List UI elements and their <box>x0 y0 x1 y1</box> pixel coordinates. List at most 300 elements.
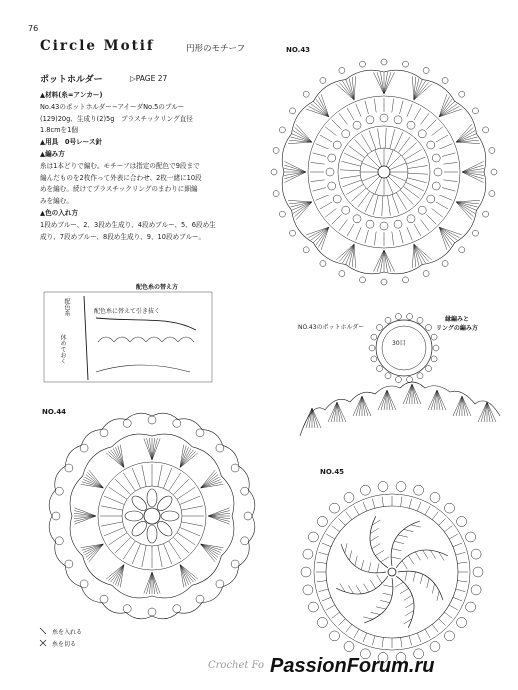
spoke-stitch <box>346 512 352 520</box>
fan-stitch <box>200 475 218 488</box>
swirl-stitch <box>402 561 407 570</box>
swirl-stitch <box>408 555 413 564</box>
spoke-stitch <box>338 518 345 525</box>
spoke-stitch <box>173 479 189 495</box>
fan-stitch <box>456 142 480 143</box>
fan-stitch <box>89 470 104 488</box>
picot-loop <box>328 182 336 190</box>
picot-loop <box>303 247 309 253</box>
picot-loop <box>445 631 455 641</box>
spoke-stitch <box>313 153 327 157</box>
spoke-stitch <box>407 157 426 164</box>
picot-loop <box>434 168 442 176</box>
working-yarn <box>84 296 88 380</box>
picot-loop <box>377 366 383 372</box>
fan-stitch <box>456 200 480 201</box>
fan-stitch <box>336 244 354 260</box>
picot-loop <box>303 549 313 559</box>
picot-loop <box>173 605 181 613</box>
plastic-ring-inner <box>382 326 426 370</box>
spoke-stitch <box>425 506 430 515</box>
picot-loop <box>385 373 391 379</box>
spoke-stitch <box>407 178 426 183</box>
picot-loop <box>360 485 370 495</box>
swirl-stitch <box>371 612 381 614</box>
picot-loop <box>459 247 465 253</box>
picot-loop <box>320 261 326 267</box>
spoke-stitch <box>316 195 329 200</box>
spoke-stitch <box>123 541 135 559</box>
spoke-stitch <box>319 589 329 592</box>
label-potholder: NO.43のポットホルダー <box>298 324 365 331</box>
picot-loop <box>431 356 437 362</box>
picot-loop <box>457 618 467 628</box>
spoke-stitch <box>158 545 162 567</box>
picot-loop <box>123 605 131 613</box>
swirl-stitch <box>405 610 414 615</box>
picot-loop <box>407 215 415 223</box>
picot-loop <box>173 419 181 427</box>
fan-stitch <box>456 202 472 220</box>
fan-stitch <box>284 165 306 172</box>
spoke-stitch <box>325 127 336 136</box>
site-logo: PassionForum.ru <box>270 655 435 677</box>
color-change-title: 配色糸の替え方 <box>136 284 179 291</box>
spoke-stitch <box>313 188 327 192</box>
swirl-stitch <box>370 580 375 589</box>
instruction-line: ▲用具 0号レース針 <box>40 138 103 147</box>
fan-stitch <box>296 202 312 220</box>
spoke-stitch <box>339 220 348 231</box>
fan-stitch <box>412 244 413 268</box>
fan-stitch <box>284 172 306 179</box>
spoke-stitch <box>457 562 467 563</box>
fan-stitch <box>311 104 329 117</box>
petal <box>161 511 179 521</box>
fan-stitch <box>462 172 484 179</box>
spoke-stitch <box>332 120 342 130</box>
picot-loop <box>473 230 479 236</box>
fan-stitch <box>414 84 432 100</box>
spoke-stitch <box>354 629 359 638</box>
spoke-stitch <box>409 636 412 646</box>
spoke-stitch <box>385 128 386 148</box>
spoke-stitch <box>363 633 367 642</box>
swirl-arm <box>398 571 443 600</box>
fan-stitch <box>313 227 329 243</box>
picot-loop <box>432 182 440 190</box>
swirl-arm <box>341 544 386 573</box>
spoke-stitch <box>343 180 362 187</box>
fan-stitch <box>288 142 312 143</box>
spoke-stitch <box>320 135 332 142</box>
motif-44-diagram <box>49 413 255 619</box>
picot-loop <box>414 485 424 495</box>
swirl-arm <box>336 576 388 594</box>
picot-loop <box>403 277 409 283</box>
spoke-stitch <box>400 230 404 244</box>
fan-stitch <box>293 131 312 143</box>
picot-loop <box>55 537 63 545</box>
edging-fan-stitch <box>331 402 337 422</box>
swirl-stitch <box>355 556 357 566</box>
picot-loop <box>279 127 285 133</box>
swirl-stitch <box>405 571 407 581</box>
spoke-stitch <box>340 175 360 178</box>
picot-loop <box>290 108 296 114</box>
center-ring <box>144 508 160 524</box>
edging-fan-stitch <box>337 402 343 422</box>
spoke-stitch <box>414 108 421 120</box>
fan-stitch <box>180 447 189 467</box>
spoke-stitch <box>358 191 370 207</box>
fan-stitch <box>456 202 475 214</box>
spoke-stitch <box>432 127 443 136</box>
swirl-stitch <box>372 544 381 549</box>
hook-shaft <box>96 318 196 330</box>
spoke-stitch <box>432 512 438 520</box>
picot-loop <box>369 345 375 351</box>
picot-loop <box>52 512 60 520</box>
swirl-stitch <box>411 525 421 527</box>
swirl-stitch <box>415 552 420 561</box>
picot-loop <box>396 482 406 492</box>
spoke-stitch <box>316 144 329 149</box>
picot-loop <box>430 642 440 652</box>
spoke-stitch <box>401 497 402 507</box>
picot-loop <box>491 169 497 175</box>
swirl-stitch <box>423 550 428 559</box>
swirl-stitch <box>364 584 369 593</box>
instruction-line: 成り、7段めブルー、8段め生成り、9、10段めブルー。 <box>40 232 205 241</box>
spoke-stitch <box>439 619 446 626</box>
edging-fan-stitch <box>362 396 368 416</box>
spoke-stitch <box>365 230 369 244</box>
spoke-stitch <box>444 612 452 618</box>
spoke-stitch <box>453 597 462 601</box>
page-title-jp: 円形のモチーフ <box>186 44 246 54</box>
spoke-stitch <box>442 153 456 157</box>
spoke-stitch <box>443 180 457 182</box>
picot-loop <box>403 61 409 67</box>
spoke-stitch <box>338 619 345 626</box>
spoke-stitch <box>340 170 360 171</box>
spoke-stitch <box>332 526 340 532</box>
picot-loop <box>381 59 387 65</box>
fan-stitch <box>111 564 124 582</box>
spoke-stitch <box>407 104 412 117</box>
edging-fan-stitch <box>406 384 412 404</box>
chain-loop <box>114 337 130 342</box>
spoke-stitch <box>322 543 331 547</box>
swirl-stitch <box>391 557 401 559</box>
spoke-stitch <box>123 473 135 491</box>
edging-arc <box>300 382 500 436</box>
fan-stitch <box>377 250 384 272</box>
spoke-stitch <box>444 526 452 532</box>
picot-loop <box>303 585 313 595</box>
picot-loop <box>231 560 239 568</box>
fan-stitch <box>200 544 218 557</box>
spoke-stitch <box>132 468 140 488</box>
spoke-stitch <box>347 108 354 120</box>
spoke-stitch <box>373 195 378 214</box>
fan-stitch <box>456 131 475 143</box>
swirl-stitch <box>361 560 363 570</box>
instruction-line: めを編む。続けてプラスチックリングのまわりに細編 <box>40 185 198 194</box>
picot-loop <box>394 116 402 124</box>
fan-stitch <box>293 202 312 214</box>
swirl-stitch <box>382 593 392 595</box>
spoke-stitch <box>356 104 361 117</box>
spoke-stitch <box>115 537 131 553</box>
picot-loop <box>65 560 73 568</box>
swirl-arm <box>370 516 388 568</box>
swirl-stitch <box>345 543 347 553</box>
chain-loop <box>178 337 194 342</box>
picot-loop <box>473 567 483 577</box>
picot-loop <box>407 377 413 383</box>
fan-stitch <box>147 572 152 594</box>
fan-stitch <box>439 104 457 117</box>
picot-loop <box>339 67 345 73</box>
edging-fan-stitch <box>437 390 443 410</box>
picot-loop <box>353 215 361 223</box>
label-no43: NO.43 <box>286 46 311 54</box>
spoke-stitch <box>378 128 381 148</box>
spoke-stitch <box>400 101 404 115</box>
picot-loop <box>433 345 439 351</box>
fan-stitch <box>115 564 124 584</box>
cut-mark-icon <box>40 640 46 646</box>
instruction-line: みを編む。 <box>40 197 73 206</box>
fan-stitch <box>147 438 152 460</box>
edging-fan-stitch <box>387 390 393 410</box>
picot-loop <box>417 373 423 379</box>
spoke-stitch <box>319 552 329 555</box>
picot-loop <box>427 141 435 149</box>
picot-loop <box>123 419 131 427</box>
spoke-stitch <box>374 231 376 245</box>
fan-stitch <box>208 516 230 521</box>
picot-loop <box>430 493 440 503</box>
spoke-stitch <box>142 465 146 487</box>
spoke-stitch <box>409 499 412 509</box>
picot-loop <box>317 517 327 527</box>
motif-45-diagram <box>301 482 483 663</box>
swirl-stitch <box>370 536 379 541</box>
fan-stitch <box>180 453 198 468</box>
picot-loop <box>231 464 239 472</box>
picot-loop <box>290 230 296 236</box>
spoke-stitch <box>326 605 335 610</box>
label-ring-count: 30目 <box>392 340 406 347</box>
legend-marks <box>40 628 46 646</box>
picot-loop <box>366 116 374 124</box>
picot-loop <box>196 429 204 437</box>
picot-loop <box>380 222 388 230</box>
picot-loop <box>423 271 429 277</box>
picot-loop <box>330 631 340 641</box>
picot-loop <box>395 377 401 383</box>
picot-loop <box>366 220 374 228</box>
edging-fan-stitch <box>462 396 468 416</box>
fan-stitch <box>354 244 355 268</box>
swirl-stitch <box>348 585 353 594</box>
edging-fan-stitch <box>456 396 462 416</box>
picot-loop <box>344 493 354 503</box>
picot-loop <box>380 114 388 122</box>
picot-loop <box>360 61 366 67</box>
center-ring <box>378 166 390 178</box>
label-no44: NO.44 <box>42 408 67 416</box>
spoke-stitch <box>421 220 430 231</box>
spoke-stitch <box>163 468 171 488</box>
chain-loop <box>130 337 146 342</box>
spoke-stitch <box>432 209 443 218</box>
spoke-stitch <box>372 499 375 509</box>
picot-loop <box>471 549 481 559</box>
fan-stitch <box>180 564 193 582</box>
picot-loop <box>483 127 489 133</box>
spoke-stitch <box>392 231 394 245</box>
spoke-stitch <box>181 522 203 526</box>
picot-loop <box>65 464 73 472</box>
swirl-stitch <box>420 574 422 584</box>
picot-loop <box>279 211 285 217</box>
picot-loop <box>445 503 455 513</box>
spoke-stitch <box>407 227 412 240</box>
fan-stitch <box>152 572 157 594</box>
spoke-stitch <box>169 541 181 559</box>
section-subtitle: ポットホルダー <box>40 75 103 85</box>
spoke-stitch <box>132 544 140 564</box>
fan-stitch <box>106 564 124 579</box>
spoke-stitch <box>436 135 448 142</box>
spoke-stitch <box>317 581 327 582</box>
petal <box>147 489 157 507</box>
swirl-stitch <box>375 550 384 555</box>
picot-loop <box>426 366 432 372</box>
edging-fan-stitch <box>381 390 387 410</box>
color-change-rest-note: 休めておく <box>59 334 66 364</box>
picot-loop <box>395 314 401 320</box>
spoke-stitch <box>181 506 203 510</box>
swirl-stitch <box>370 528 379 533</box>
fan-stitch <box>377 72 384 94</box>
fan-stitch <box>414 244 426 263</box>
spoke-stitch <box>341 161 360 166</box>
spoke-stitch <box>354 506 359 515</box>
picot-loop <box>317 618 327 628</box>
spoke-stitch <box>439 518 446 525</box>
watermark-text: Crochet Fo <box>208 660 265 671</box>
page-reference: ▷PAGE 27 <box>130 74 168 83</box>
spoke-stitch <box>101 506 123 510</box>
spoke-stitch <box>369 131 376 150</box>
picot-loop <box>244 512 252 520</box>
spoke-stitch <box>322 597 331 601</box>
label-no45: NO.45 <box>320 468 345 476</box>
picot-loop <box>394 220 402 228</box>
spoke-stitch <box>372 636 375 646</box>
picot-loop <box>466 602 476 612</box>
picot-loop <box>353 121 361 129</box>
swirl-stitch <box>377 575 382 584</box>
swirl-stitch <box>394 541 404 543</box>
spoke-stitch <box>339 113 348 124</box>
fan-stitch <box>439 227 455 243</box>
fan-stitch <box>180 564 198 579</box>
color-change-side-note: 配色糸 <box>63 298 70 316</box>
spoke-stitch <box>425 629 430 638</box>
spoke-stitch <box>392 99 394 113</box>
picot-loop <box>339 271 345 277</box>
picot-loop <box>483 211 489 217</box>
fan-stitch <box>208 511 230 516</box>
fan-stitch <box>414 244 432 260</box>
spoke-stitch <box>349 146 365 158</box>
spoke-stitch <box>332 612 340 618</box>
edging-fan-stitch <box>487 402 493 422</box>
picot-loop <box>407 314 413 320</box>
fan-stitch <box>412 76 413 100</box>
spoke-stitch <box>398 137 410 153</box>
fan-stitch <box>462 165 484 172</box>
swirl-stitch <box>369 562 371 572</box>
picot-loop <box>431 334 437 340</box>
page-title: Circle Motif <box>40 38 155 54</box>
picot-loop <box>301 567 311 577</box>
fan-stitch <box>111 450 124 468</box>
spoke-stitch <box>363 502 367 511</box>
swirl-stitch <box>395 582 404 587</box>
swirl-stitch <box>381 557 390 562</box>
fan-stitch <box>200 544 220 553</box>
picot-loop <box>473 108 479 114</box>
spoke-stitch <box>382 497 383 507</box>
spoke-stitch <box>421 113 430 124</box>
stitch-ring <box>326 506 458 638</box>
fan-stitch <box>313 101 329 117</box>
fan-stitch <box>414 81 426 100</box>
swirl-stitch <box>404 595 413 600</box>
picot-loop <box>308 532 318 542</box>
plastic-ring <box>376 320 432 376</box>
spoke-stitch <box>180 496 200 504</box>
fan-stitch <box>456 124 472 142</box>
stitch-ring <box>308 96 460 248</box>
picot-loop <box>360 277 366 283</box>
fan-stitch <box>439 227 457 240</box>
spoke-stitch <box>158 465 162 487</box>
instructions-text <box>40 90 270 243</box>
spoke-stitch <box>347 224 354 236</box>
picot-loop <box>100 595 108 603</box>
fan-stitch <box>296 124 312 142</box>
fan-stitch <box>74 516 96 521</box>
spoke-stitch <box>142 545 146 567</box>
picot-loop <box>344 642 354 652</box>
picot-loop <box>371 356 377 362</box>
edging-fan-stitch <box>306 408 312 428</box>
join-mark-icon <box>40 628 46 634</box>
picot-loop <box>459 91 465 97</box>
picot-loop <box>333 195 341 203</box>
spoke-stitch <box>449 605 458 610</box>
edging-fan-stitch <box>312 408 318 428</box>
fan-stitch <box>200 544 215 562</box>
